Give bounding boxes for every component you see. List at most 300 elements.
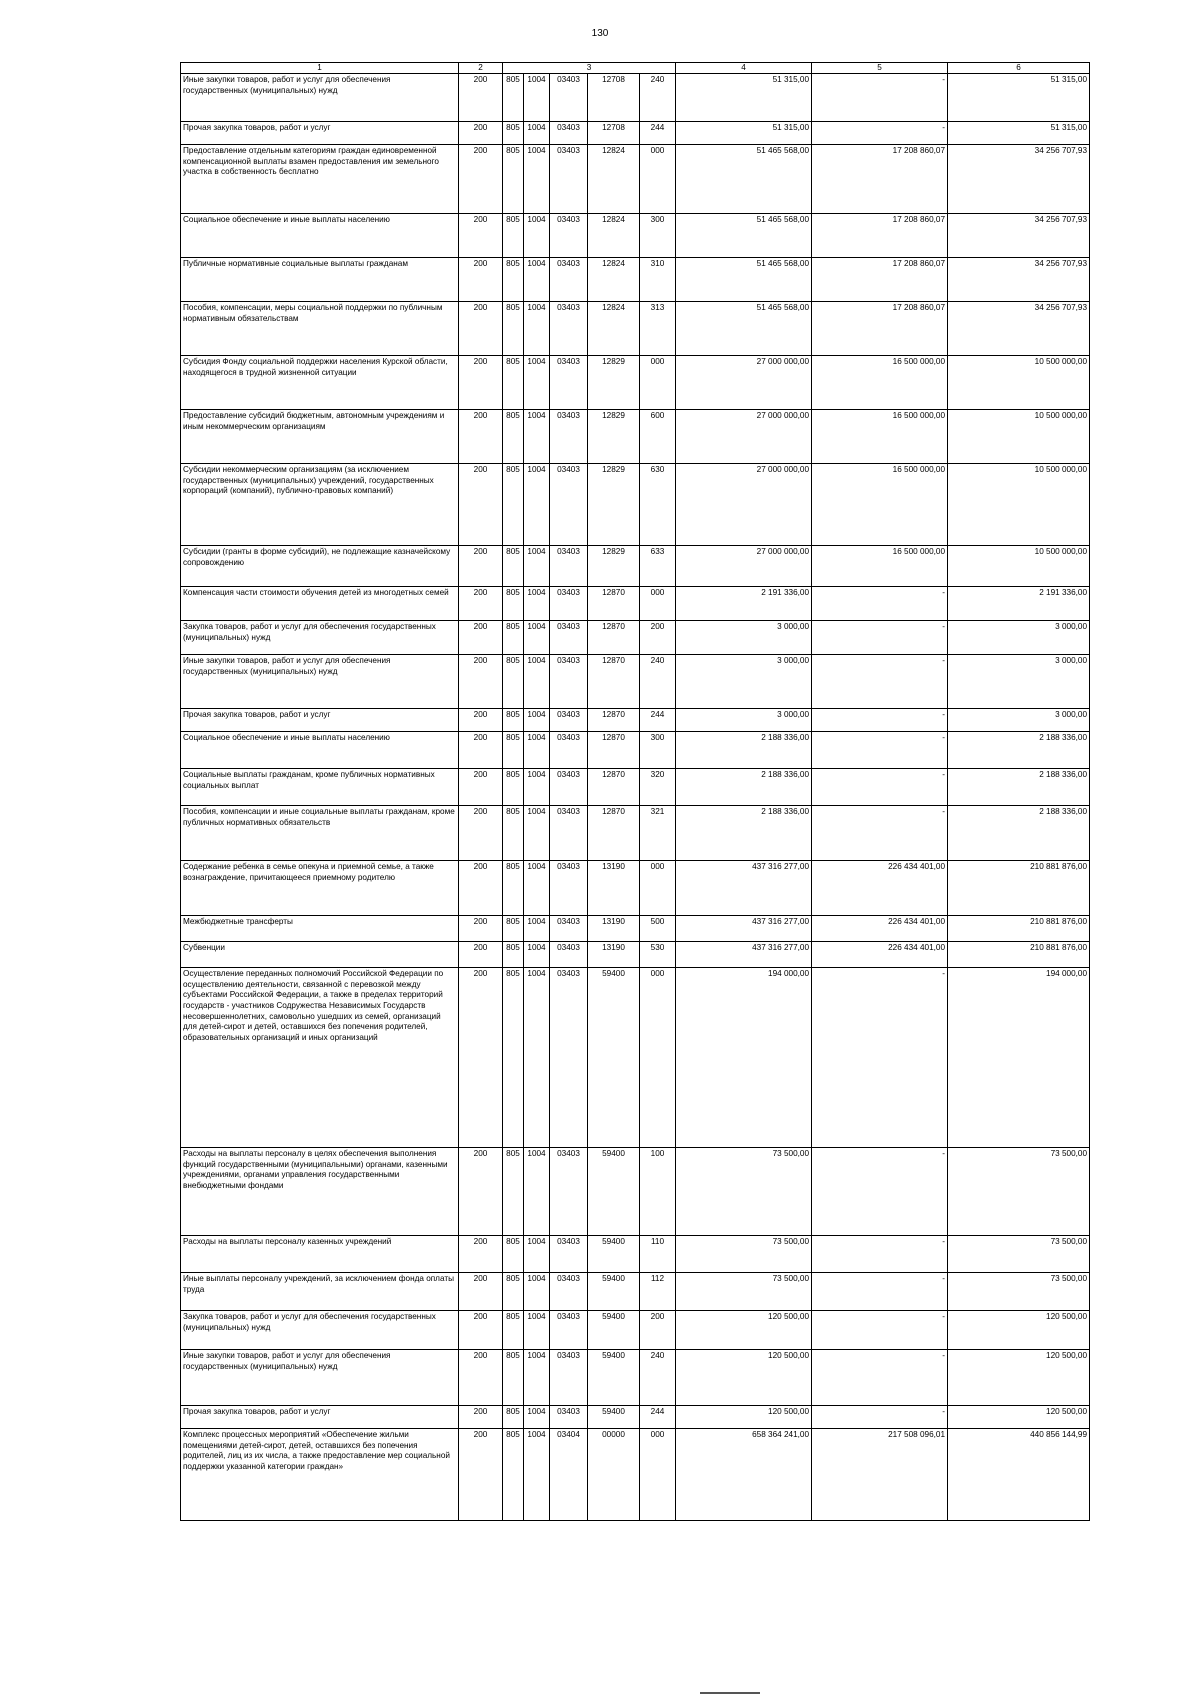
row-amount-5: 17 208 860,07: [812, 258, 948, 302]
row-c3a: 805: [503, 916, 524, 942]
row-amount-4: 120 500,00: [676, 1350, 812, 1406]
row-c2: 200: [459, 621, 503, 655]
row-amount-4: 73 500,00: [676, 1273, 812, 1311]
row-c3c: 03403: [550, 145, 588, 214]
row-c3e: 000: [640, 587, 676, 621]
row-c3c: 03403: [550, 1236, 588, 1273]
row-c2: 200: [459, 122, 503, 145]
row-c2: 200: [459, 1350, 503, 1406]
row-c3a: 805: [503, 621, 524, 655]
row-c3c: 03403: [550, 732, 588, 769]
row-c3b: 1004: [524, 122, 550, 145]
table-row: [181, 122, 1090, 145]
row-c3c: 03403: [550, 74, 588, 122]
row-c3a: 805: [503, 1273, 524, 1311]
row-amount-4: 2 188 336,00: [676, 806, 812, 861]
row-c3d: 12870: [588, 655, 640, 709]
row-name: Иные закупки товаров, работ и услуг для обеспечения государственных (муниципальных) нужд: [181, 74, 459, 122]
row-name: Межбюджетные трансферты: [181, 916, 459, 942]
table-row: [181, 587, 1090, 621]
column-header: 5: [812, 63, 948, 74]
row-amount-5: 16 500 000,00: [812, 464, 948, 546]
row-amount-4: 437 316 277,00: [676, 861, 812, 916]
row-c2: 200: [459, 655, 503, 709]
row-c3a: 805: [503, 464, 524, 546]
budget-table: [180, 62, 1090, 1521]
table-row: [181, 806, 1090, 861]
row-c3a: 805: [503, 145, 524, 214]
row-c3e: 000: [640, 1429, 676, 1521]
row-c3a: 805: [503, 258, 524, 302]
row-amount-5: -: [812, 1273, 948, 1311]
row-c3b: 1004: [524, 732, 550, 769]
row-amount-5: -: [812, 74, 948, 122]
row-c3e: 240: [640, 1350, 676, 1406]
row-name: Комплекс процессных мероприятий «Обеспечение жильми помещениями детей-сирот, детей, оставшихся без попечения родителей, лиц из их числа, а также предоставление мер социальной поддержки указанной категории граждан»: [181, 1429, 459, 1521]
row-c2: 200: [459, 1273, 503, 1311]
table-row: [181, 546, 1090, 587]
row-amount-4: 27 000 000,00: [676, 410, 812, 464]
row-amount-4: 3 000,00: [676, 709, 812, 732]
row-c3c: 03403: [550, 655, 588, 709]
row-amount-6: 194 000,00: [948, 968, 1090, 1148]
row-amount-5: -: [812, 587, 948, 621]
row-c3e: 630: [640, 464, 676, 546]
row-c3b: 1004: [524, 302, 550, 356]
row-c2: 200: [459, 546, 503, 587]
row-c3e: 530: [640, 942, 676, 968]
row-amount-6: 120 500,00: [948, 1311, 1090, 1350]
row-c3d: 12708: [588, 74, 640, 122]
row-amount-4: 51 465 568,00: [676, 145, 812, 214]
table-row: [181, 464, 1090, 546]
row-amount-4: 120 500,00: [676, 1406, 812, 1429]
row-c3d: 59400: [588, 968, 640, 1148]
row-amount-5: 226 434 401,00: [812, 916, 948, 942]
row-c3c: 03403: [550, 621, 588, 655]
row-name: Социальное обеспечение и иные выплаты населению: [181, 214, 459, 258]
row-amount-4: 51 315,00: [676, 122, 812, 145]
table-row: [181, 356, 1090, 410]
row-name: Социальные выплаты гражданам, кроме публичных нормативных социальных выплат: [181, 769, 459, 806]
row-name: Предоставление субсидий бюджетным, автономным учреждениям и иным некоммерческим организациям: [181, 410, 459, 464]
row-amount-6: 2 188 336,00: [948, 769, 1090, 806]
row-c3c: 03403: [550, 546, 588, 587]
row-c3a: 805: [503, 709, 524, 732]
row-amount-4: 73 500,00: [676, 1148, 812, 1236]
row-c3c: 03403: [550, 302, 588, 356]
row-c3b: 1004: [524, 1311, 550, 1350]
row-amount-5: -: [812, 621, 948, 655]
table-row: [181, 1311, 1090, 1350]
row-name: Иные закупки товаров, работ и услуг для обеспечения государственных (муниципальных) нужд: [181, 655, 459, 709]
row-amount-6: 10 500 000,00: [948, 464, 1090, 546]
row-c3e: 320: [640, 769, 676, 806]
row-c2: 200: [459, 302, 503, 356]
row-name: Прочая закупка товаров, работ и услуг: [181, 122, 459, 145]
row-c3a: 805: [503, 1148, 524, 1236]
row-c3b: 1004: [524, 1273, 550, 1311]
row-c3b: 1004: [524, 942, 550, 968]
row-c3e: 240: [640, 655, 676, 709]
table-row: [181, 258, 1090, 302]
table-row: [181, 1429, 1090, 1521]
row-c3b: 1004: [524, 709, 550, 732]
column-header: 4: [676, 63, 812, 74]
row-amount-4: 27 000 000,00: [676, 356, 812, 410]
row-c3e: 112: [640, 1273, 676, 1311]
row-c3b: 1004: [524, 769, 550, 806]
row-amount-6: 73 500,00: [948, 1273, 1090, 1311]
row-c2: 200: [459, 145, 503, 214]
row-c2: 200: [459, 1311, 503, 1350]
row-amount-6: 3 000,00: [948, 655, 1090, 709]
row-name: Закупка товаров, работ и услуг для обеспечения государственных (муниципальных) нужд: [181, 1311, 459, 1350]
row-c2: 200: [459, 916, 503, 942]
row-c3a: 805: [503, 1236, 524, 1273]
row-amount-5: -: [812, 1350, 948, 1406]
row-c3c: 03403: [550, 410, 588, 464]
row-c3d: 12870: [588, 587, 640, 621]
row-name: Осуществление переданных полномочий Российской Федерации по осуществлению деятельности, связанной с перевозкой между субъектами Российской Федерации, а также в пределах территорий государств - участников Содружества Независимых Государств несовершеннолетних, самовольно ушедших из семей, организаций для детей-сирот и детей, оставшихся без попечения родителей, образовательных организаций и иных организаций: [181, 968, 459, 1148]
row-c3e: 300: [640, 732, 676, 769]
row-amount-4: 658 364 241,00: [676, 1429, 812, 1521]
row-c3d: 12829: [588, 464, 640, 546]
row-c3e: 321: [640, 806, 676, 861]
row-amount-6: 10 500 000,00: [948, 356, 1090, 410]
row-amount-4: 194 000,00: [676, 968, 812, 1148]
row-amount-6: 210 881 876,00: [948, 942, 1090, 968]
row-c3b: 1004: [524, 214, 550, 258]
row-c3d: 12708: [588, 122, 640, 145]
row-c3e: 200: [640, 621, 676, 655]
row-amount-4: 3 000,00: [676, 621, 812, 655]
table-row: [181, 1350, 1090, 1406]
table-row: [181, 410, 1090, 464]
row-c3d: 12829: [588, 410, 640, 464]
row-c3c: 03403: [550, 769, 588, 806]
row-c3a: 805: [503, 732, 524, 769]
row-c3a: 805: [503, 122, 524, 145]
row-amount-5: 226 434 401,00: [812, 861, 948, 916]
table-row: [181, 1406, 1090, 1429]
row-amount-6: 210 881 876,00: [948, 916, 1090, 942]
row-name: Компенсация части стоимости обучения детей из многодетных семей: [181, 587, 459, 621]
row-amount-5: -: [812, 1311, 948, 1350]
row-c3a: 805: [503, 1350, 524, 1406]
row-c3b: 1004: [524, 258, 550, 302]
column-header: 3: [503, 63, 676, 74]
row-name: Субвенции: [181, 942, 459, 968]
row-c2: 200: [459, 1148, 503, 1236]
row-c3b: 1004: [524, 916, 550, 942]
column-header: 6: [948, 63, 1090, 74]
row-c3c: 03403: [550, 942, 588, 968]
row-c2: 200: [459, 1236, 503, 1273]
row-c3d: 59400: [588, 1406, 640, 1429]
table-row: [181, 916, 1090, 942]
row-c2: 200: [459, 1406, 503, 1429]
row-c3a: 805: [503, 546, 524, 587]
row-c3b: 1004: [524, 1236, 550, 1273]
row-c3e: 310: [640, 258, 676, 302]
row-amount-6: 34 256 707,93: [948, 145, 1090, 214]
row-c2: 200: [459, 410, 503, 464]
table-row: [181, 1148, 1090, 1236]
row-amount-6: 120 500,00: [948, 1406, 1090, 1429]
row-amount-6: 34 256 707,93: [948, 258, 1090, 302]
row-amount-5: 17 208 860,07: [812, 214, 948, 258]
row-amount-6: 440 856 144,99: [948, 1429, 1090, 1521]
row-c3e: 500: [640, 916, 676, 942]
row-c3b: 1004: [524, 806, 550, 861]
row-amount-6: 51 315,00: [948, 122, 1090, 145]
row-c3b: 1004: [524, 1429, 550, 1521]
row-c3e: 244: [640, 709, 676, 732]
row-amount-5: -: [812, 122, 948, 145]
row-c3a: 805: [503, 1429, 524, 1521]
row-c3c: 03403: [550, 587, 588, 621]
row-name: Пособия, компенсации и иные социальные выплаты гражданам, кроме публичных нормативных обязательств: [181, 806, 459, 861]
row-c3d: 12829: [588, 546, 640, 587]
row-c3e: 313: [640, 302, 676, 356]
row-c2: 200: [459, 709, 503, 732]
row-c3c: 03403: [550, 916, 588, 942]
row-c3c: 03403: [550, 1273, 588, 1311]
row-c3b: 1004: [524, 861, 550, 916]
row-amount-5: -: [812, 1236, 948, 1273]
row-name: Закупка товаров, работ и услуг для обеспечения государственных (муниципальных) нужд: [181, 621, 459, 655]
row-c2: 200: [459, 356, 503, 410]
row-c3d: 13190: [588, 861, 640, 916]
row-amount-5: 17 208 860,07: [812, 145, 948, 214]
row-c3d: 13190: [588, 942, 640, 968]
row-amount-5: 217 508 096,01: [812, 1429, 948, 1521]
row-c3c: 03403: [550, 1406, 588, 1429]
row-amount-5: -: [812, 709, 948, 732]
row-amount-6: 51 315,00: [948, 74, 1090, 122]
row-c3d: 12870: [588, 806, 640, 861]
row-c3b: 1004: [524, 74, 550, 122]
column-header: 1: [181, 63, 459, 74]
row-amount-5: 16 500 000,00: [812, 356, 948, 410]
row-amount-4: 437 316 277,00: [676, 942, 812, 968]
table-row: [181, 302, 1090, 356]
row-amount-4: 73 500,00: [676, 1236, 812, 1273]
row-amount-4: 120 500,00: [676, 1311, 812, 1350]
row-c3e: 600: [640, 410, 676, 464]
row-c3d: 59400: [588, 1273, 640, 1311]
row-name: Иные закупки товаров, работ и услуг для обеспечения государственных (муниципальных) нужд: [181, 1350, 459, 1406]
row-c3b: 1004: [524, 1148, 550, 1236]
row-c3e: 244: [640, 122, 676, 145]
row-c3a: 805: [503, 806, 524, 861]
row-c3a: 805: [503, 214, 524, 258]
row-amount-6: 34 256 707,93: [948, 214, 1090, 258]
row-c3c: 03403: [550, 806, 588, 861]
row-c3b: 1004: [524, 968, 550, 1148]
row-amount-6: 10 500 000,00: [948, 546, 1090, 587]
row-c3d: 12870: [588, 769, 640, 806]
row-c2: 200: [459, 861, 503, 916]
row-name: Расходы на выплаты персоналу казенных учреждений: [181, 1236, 459, 1273]
row-c3a: 805: [503, 655, 524, 709]
row-amount-6: 73 500,00: [948, 1236, 1090, 1273]
row-amount-4: 2 191 336,00: [676, 587, 812, 621]
row-c3b: 1004: [524, 410, 550, 464]
row-c3a: 805: [503, 356, 524, 410]
row-c3c: 03404: [550, 1429, 588, 1521]
row-name: Предоставление отдельным категориям граждан единовременной компенсационной выплаты взамен предоставления им земельного участка в собственность бесплатно: [181, 145, 459, 214]
row-c3a: 805: [503, 861, 524, 916]
row-c3a: 805: [503, 968, 524, 1148]
row-c3d: 12870: [588, 621, 640, 655]
row-amount-4: 51 465 568,00: [676, 302, 812, 356]
row-c3d: 00000: [588, 1429, 640, 1521]
row-amount-4: 27 000 000,00: [676, 546, 812, 587]
table-row: [181, 1236, 1090, 1273]
row-name: Субсидии (гранты в форме субсидий), не подлежащие казначейскому сопровождению: [181, 546, 459, 587]
table-row: [181, 621, 1090, 655]
row-c3e: 000: [640, 356, 676, 410]
row-name: Прочая закупка товаров, работ и услуг: [181, 709, 459, 732]
row-c3e: 000: [640, 968, 676, 1148]
row-c2: 200: [459, 214, 503, 258]
row-amount-6: 2 188 336,00: [948, 806, 1090, 861]
row-c2: 200: [459, 74, 503, 122]
row-c3d: 12829: [588, 356, 640, 410]
row-c3c: 03403: [550, 1148, 588, 1236]
row-c3d: 12824: [588, 145, 640, 214]
row-c3e: 000: [640, 861, 676, 916]
table-row: [181, 74, 1090, 122]
row-c3d: 59400: [588, 1350, 640, 1406]
row-c3b: 1004: [524, 356, 550, 410]
row-name: Расходы на выплаты персоналу в целях обеспечения выполнения функций государственными (муниципальными) органами, казенными учреждениями, органами управления государственными внебюджетными фондами: [181, 1148, 459, 1236]
row-amount-5: -: [812, 655, 948, 709]
table-row: [181, 1273, 1090, 1311]
row-amount-5: 16 500 000,00: [812, 410, 948, 464]
row-amount-5: -: [812, 806, 948, 861]
table-row: [181, 655, 1090, 709]
row-amount-6: 73 500,00: [948, 1148, 1090, 1236]
row-amount-6: 3 000,00: [948, 709, 1090, 732]
table-row: [181, 214, 1090, 258]
row-c3c: 03403: [550, 214, 588, 258]
row-amount-4: 437 316 277,00: [676, 916, 812, 942]
table-row: [181, 769, 1090, 806]
row-c3c: 03403: [550, 861, 588, 916]
row-amount-4: 27 000 000,00: [676, 464, 812, 546]
row-c3e: 100: [640, 1148, 676, 1236]
row-c2: 200: [459, 587, 503, 621]
row-c2: 200: [459, 464, 503, 546]
column-header: 2: [459, 63, 503, 74]
row-amount-5: -: [812, 1406, 948, 1429]
row-c3e: 300: [640, 214, 676, 258]
row-c3a: 805: [503, 1406, 524, 1429]
row-amount-5: 226 434 401,00: [812, 942, 948, 968]
row-c3e: 110: [640, 1236, 676, 1273]
row-c3a: 805: [503, 942, 524, 968]
row-amount-5: -: [812, 769, 948, 806]
row-name: Субсидия Фонду социальной поддержки населения Курской области, находящегося в трудной жизненной ситуации: [181, 356, 459, 410]
row-c3b: 1004: [524, 1350, 550, 1406]
row-c2: 200: [459, 258, 503, 302]
row-c3e: 000: [640, 145, 676, 214]
row-amount-4: 3 000,00: [676, 655, 812, 709]
row-c2: 200: [459, 769, 503, 806]
row-c3c: 03403: [550, 258, 588, 302]
row-c3a: 805: [503, 769, 524, 806]
row-c3a: 805: [503, 1311, 524, 1350]
row-amount-5: -: [812, 968, 948, 1148]
row-amount-6: 10 500 000,00: [948, 410, 1090, 464]
row-c2: 200: [459, 732, 503, 769]
row-c3e: 633: [640, 546, 676, 587]
row-amount-6: 3 000,00: [948, 621, 1090, 655]
row-c3c: 03403: [550, 709, 588, 732]
row-c3c: 03403: [550, 1311, 588, 1350]
table-body: [181, 74, 1090, 1521]
row-amount-5: -: [812, 732, 948, 769]
row-amount-6: 34 256 707,93: [948, 302, 1090, 356]
page-number: 130: [591, 28, 609, 39]
row-c3d: 59400: [588, 1236, 640, 1273]
row-c3b: 1004: [524, 1406, 550, 1429]
row-c3d: 12870: [588, 732, 640, 769]
row-c3c: 03403: [550, 122, 588, 145]
row-c3b: 1004: [524, 655, 550, 709]
table-row: [181, 709, 1090, 732]
row-amount-4: 51 315,00: [676, 74, 812, 122]
row-name: Прочая закупка товаров, работ и услуг: [181, 1406, 459, 1429]
row-c3b: 1004: [524, 464, 550, 546]
row-c3b: 1004: [524, 546, 550, 587]
row-name: Социальное обеспечение и иные выплаты населению: [181, 732, 459, 769]
row-c3a: 805: [503, 587, 524, 621]
footer-rule: [700, 1692, 760, 1694]
row-name: Публичные нормативные социальные выплаты гражданам: [181, 258, 459, 302]
row-c3c: 03403: [550, 464, 588, 546]
row-amount-4: 51 465 568,00: [676, 214, 812, 258]
row-amount-6: 2 191 336,00: [948, 587, 1090, 621]
table-row: [181, 861, 1090, 916]
row-c3d: 59400: [588, 1148, 640, 1236]
row-c3b: 1004: [524, 621, 550, 655]
row-c3d: 59400: [588, 1311, 640, 1350]
row-c2: 200: [459, 806, 503, 861]
row-name: Иные выплаты персоналу учреждений, за исключением фонда оплаты труда: [181, 1273, 459, 1311]
row-amount-6: 210 881 876,00: [948, 861, 1090, 916]
row-amount-6: 2 188 336,00: [948, 732, 1090, 769]
row-c3c: 03403: [550, 968, 588, 1148]
row-name: Содержание ребенка в семье опекуна и приемной семье, а также вознаграждение, причитающееся приемному родителю: [181, 861, 459, 916]
row-c2: 200: [459, 968, 503, 1148]
row-name: Субсидии некоммерческим организациям (за исключением государственных (муниципальных) учреждений, государственных корпораций (компаний), публично-правовых компаний): [181, 464, 459, 546]
row-amount-4: 2 188 336,00: [676, 732, 812, 769]
table-header: [181, 63, 1090, 74]
row-amount-6: 120 500,00: [948, 1350, 1090, 1406]
row-name: Пособия, компенсации, меры социальной поддержки по публичным нормативным обязательствам: [181, 302, 459, 356]
row-c2: 200: [459, 1429, 503, 1521]
table-row: [181, 732, 1090, 769]
table-row: [181, 145, 1090, 214]
row-c3d: 12824: [588, 258, 640, 302]
row-c3e: 240: [640, 74, 676, 122]
row-amount-4: 2 188 336,00: [676, 769, 812, 806]
row-c3b: 1004: [524, 145, 550, 214]
